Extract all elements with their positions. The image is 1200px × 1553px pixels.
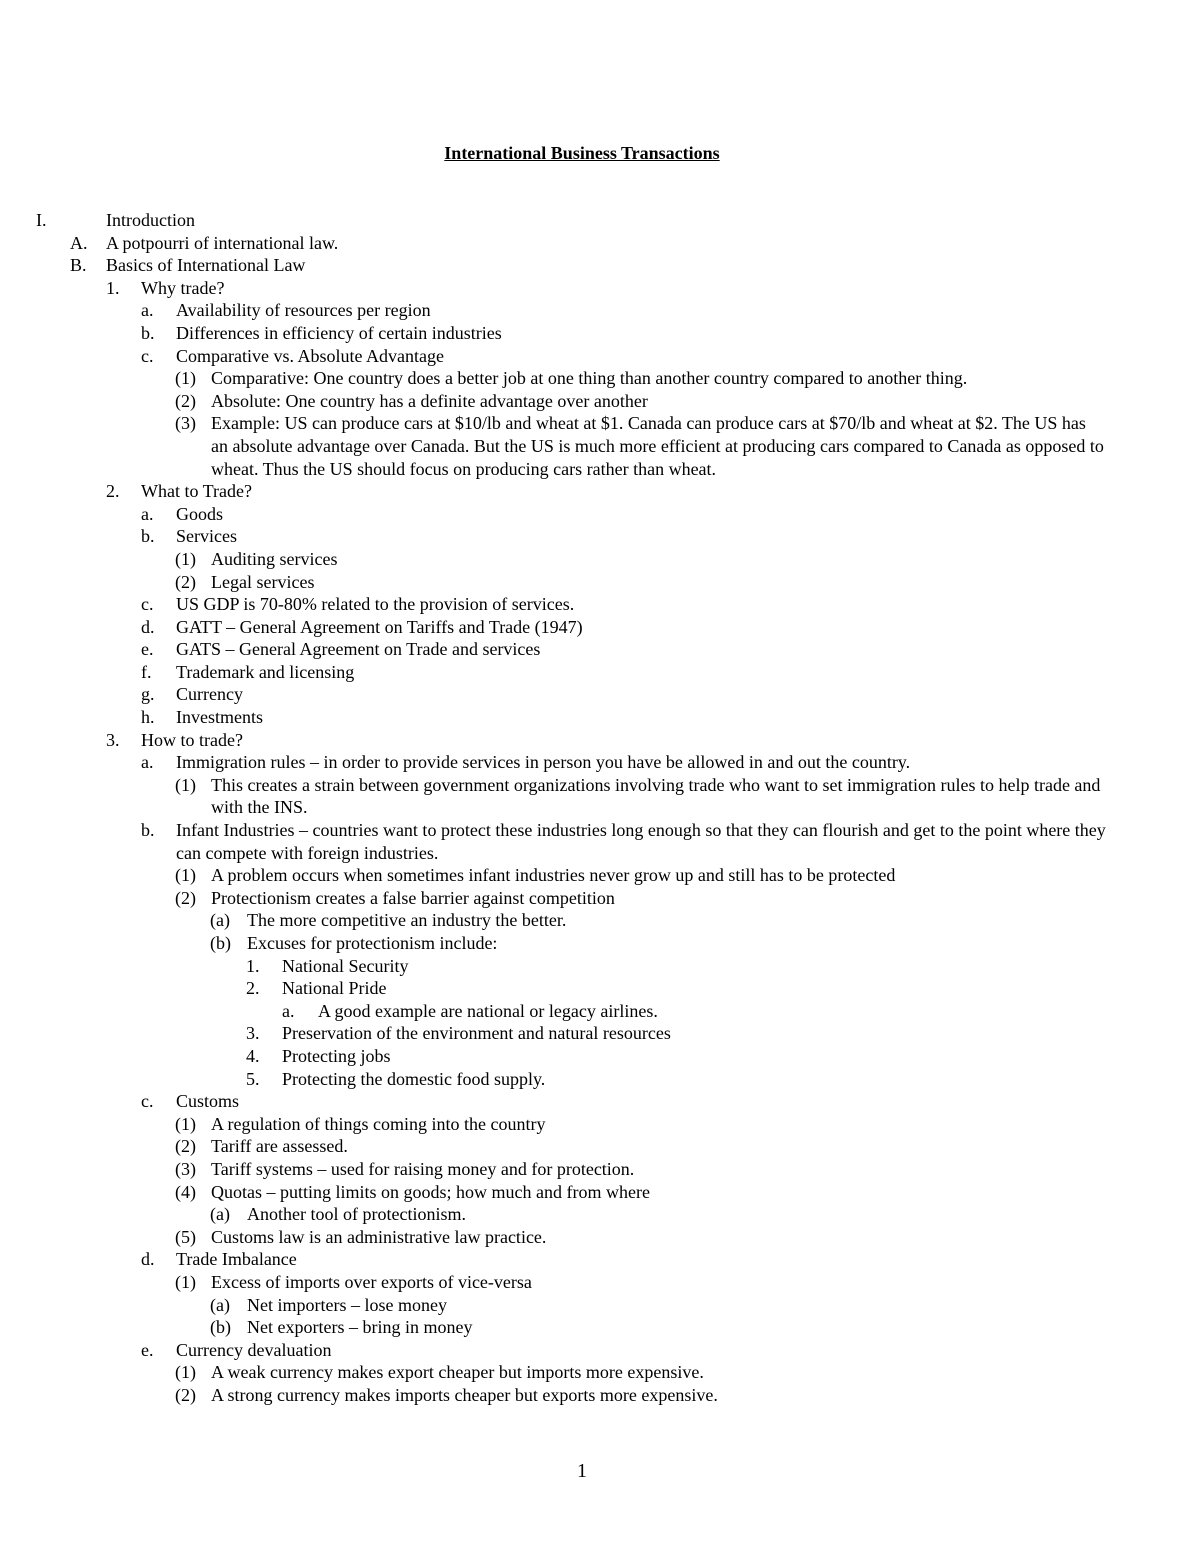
- outline-marker: (1): [175, 548, 196, 569]
- outline-marker: c.: [141, 345, 154, 366]
- outline-marker: 2.: [246, 978, 260, 999]
- outline-text: Excess of imports over exports of vice-versa: [211, 1271, 532, 1292]
- outline-text: Net exporters – bring in money: [247, 1317, 473, 1338]
- outline-marker: d.: [141, 1249, 155, 1270]
- outline-text: Protecting jobs: [282, 1045, 391, 1066]
- outline-item: [0, 1090, 1200, 1113]
- outline-text: Customs law is an administrative law practice.: [211, 1226, 547, 1247]
- outline-marker: (2): [175, 1136, 196, 1157]
- outline-item: [0, 864, 1200, 887]
- outline-marker: (2): [175, 887, 196, 908]
- outline-marker: 1.: [246, 955, 260, 976]
- outline-text: Differences in efficiency of certain industries: [176, 322, 502, 343]
- outline-item: [0, 661, 1200, 684]
- outline-item: [0, 1203, 1200, 1226]
- outline-text: Customs: [176, 1091, 240, 1112]
- outline-marker: (1): [175, 865, 196, 886]
- outline-item: [0, 1068, 1200, 1091]
- outline-marker: c.: [141, 594, 154, 615]
- outline-text: How to trade?: [141, 729, 243, 750]
- outline-item: [0, 751, 1200, 774]
- outline-text: GATS – General Agreement on Trade and services: [176, 639, 541, 660]
- outline-item: [0, 683, 1200, 706]
- outline-marker: (b): [210, 1317, 231, 1338]
- outline-marker: (3): [175, 413, 196, 434]
- outline-text: The more competitive an industry the better.: [247, 910, 567, 931]
- outline-item: [0, 1384, 1200, 1407]
- outline-marker: e.: [141, 639, 154, 660]
- outline-item: [0, 322, 1200, 345]
- outline-text: Protectionism creates a false barrier against competition: [211, 887, 615, 908]
- outline-marker: 2.: [106, 481, 120, 502]
- outline-text: Availability of resources per region: [176, 300, 431, 321]
- outline-item: [0, 1135, 1200, 1158]
- outline-marker: g.: [141, 684, 155, 705]
- outline-text: Comparative vs. Absolute Advantage: [176, 345, 444, 366]
- outline-text: Auditing services: [211, 548, 338, 569]
- outline-text: Trademark and licensing: [176, 661, 355, 682]
- outline-item: [0, 1000, 1200, 1023]
- outline-text: National Pride: [282, 978, 387, 999]
- outline-marker: h.: [141, 707, 155, 728]
- outline-item: [0, 1045, 1200, 1068]
- outline-item: [0, 638, 1200, 661]
- outline-item: [0, 571, 1200, 594]
- outline-item: [0, 390, 1200, 413]
- outline-marker: (2): [175, 571, 196, 592]
- outline-text: Goods: [176, 503, 224, 524]
- outline-item: [0, 1294, 1200, 1317]
- outline-marker: (b): [210, 933, 231, 953]
- outline-marker: f.: [141, 661, 152, 682]
- outline-text: Infant Industries – countries want to protect these industries long enough so that they can flourish and get to the point where they can compete with foreign industries.: [176, 820, 1106, 863]
- outline-text: Absolute: One country has a definite advantage over another: [211, 390, 648, 411]
- outline-text: Currency devaluation: [176, 1339, 332, 1360]
- outline-item: [0, 977, 1200, 1000]
- outline-item: [0, 525, 1200, 548]
- outline-marker: I.: [36, 210, 47, 230]
- outline-marker: (4): [175, 1181, 196, 1202]
- outline-item: [0, 1113, 1200, 1136]
- outline-item: [0, 412, 1200, 480]
- outline-item: [0, 706, 1200, 729]
- outline-marker: (a): [210, 910, 230, 931]
- outline-item: [0, 887, 1200, 910]
- outline-item: [0, 503, 1200, 526]
- outline-item: [0, 616, 1200, 639]
- outline-text: A good example are national or legacy airlines.: [318, 1000, 658, 1021]
- outline-text: Immigration rules – in order to provide services in person you have be allowed in and out the country.: [176, 752, 911, 773]
- outline-list: [0, 209, 1200, 1406]
- outline-marker: a.: [141, 752, 154, 773]
- outline-text: A problem occurs when sometimes infant industries never grow up and still has to be protected: [211, 865, 896, 886]
- outline-item: [0, 932, 1200, 955]
- outline-item: [0, 548, 1200, 571]
- outline-marker: (1): [175, 368, 196, 389]
- outline-marker: (1): [175, 1113, 196, 1134]
- outline-item: [0, 1158, 1200, 1181]
- outline-item: [0, 480, 1200, 503]
- outline-marker: 3.: [246, 1023, 260, 1044]
- outline-item: [0, 955, 1200, 978]
- document-title: International Business Transactions: [444, 143, 720, 163]
- outline-text: A strong currency makes imports cheaper but exports more expensive.: [211, 1384, 718, 1405]
- outline-marker: e.: [141, 1339, 154, 1360]
- outline-marker: a.: [141, 300, 154, 321]
- outline-marker: c.: [141, 1091, 154, 1112]
- outline-item: [0, 232, 1200, 255]
- outline-item: [0, 1248, 1200, 1271]
- outline-text: GATT – General Agreement on Tariffs and Trade (1947): [176, 616, 583, 637]
- outline-text: Why trade?: [141, 277, 225, 298]
- outline-marker: a.: [282, 1000, 295, 1021]
- outline-text: Quotas – putting limits on goods; how much and from where: [211, 1181, 650, 1202]
- outline-item: [0, 209, 1200, 232]
- outline-text: Tariff are assessed.: [211, 1136, 348, 1157]
- outline-item: [0, 345, 1200, 368]
- outline-text: A potpourri of international law.: [106, 232, 339, 253]
- outline-item: [0, 729, 1200, 752]
- outline-item: [0, 1316, 1200, 1339]
- outline-item: [0, 277, 1200, 300]
- page-number: 1: [577, 1460, 587, 1482]
- outline-marker: A.: [70, 232, 88, 253]
- outline-marker: 5.: [246, 1068, 260, 1089]
- outline-text: Trade Imbalance: [176, 1249, 297, 1270]
- outline-item: [0, 254, 1200, 277]
- outline-marker: (3): [175, 1158, 196, 1179]
- outline-item: [0, 1339, 1200, 1362]
- outline-marker: B.: [70, 255, 87, 276]
- outline-item: [0, 593, 1200, 616]
- outline-text: A weak currency makes export cheaper but imports more expensive.: [211, 1362, 704, 1383]
- outline-text: Excuses for protectionism include:: [247, 933, 498, 953]
- outline-marker: 1.: [106, 277, 120, 298]
- outline-text: Services: [176, 526, 237, 547]
- outline-marker: a.: [141, 503, 154, 524]
- outline-text: US GDP is 70-80% related to the provision of services.: [176, 594, 575, 615]
- outline-text: Net importers – lose money: [247, 1294, 447, 1315]
- outline-marker: (2): [175, 1384, 196, 1405]
- outline-marker: (1): [175, 1362, 196, 1383]
- outline-text: What to Trade?: [141, 481, 252, 502]
- outline-item: [0, 1226, 1200, 1249]
- outline-text: A regulation of things coming into the country: [211, 1113, 546, 1134]
- outline-text: Basics of International Law: [106, 255, 306, 276]
- outline-item: [0, 1181, 1200, 1204]
- outline-text: Legal services: [211, 571, 315, 592]
- outline-marker: (a): [210, 1204, 230, 1225]
- outline-marker: 3.: [106, 729, 120, 750]
- outline-marker: b.: [141, 322, 155, 343]
- outline-marker: 4.: [246, 1045, 260, 1066]
- outline-marker: (2): [175, 390, 196, 411]
- outline-marker: (1): [175, 774, 196, 795]
- outline-item: [0, 909, 1200, 932]
- outline-text: Introduction: [106, 210, 195, 230]
- outline-text: Example: US can produce cars at $10/lb and wheat at $1. Canada can produce cars at $70/lb and wheat at $2. The US has an absolute advantage over Canada. But the US is much more efficient at producing cars compared to Canada as opposed to wheat. Thus the US should focus on producing cars rather than wheat.: [211, 413, 1104, 479]
- outline-item: [0, 299, 1200, 322]
- outline-item: [0, 1271, 1200, 1294]
- outline-text: Another tool of protectionism.: [247, 1204, 466, 1225]
- outline-item: [0, 774, 1200, 819]
- outline-item: [0, 819, 1200, 864]
- outline-item: [0, 1022, 1200, 1045]
- outline-text: Currency: [176, 684, 243, 705]
- outline-text: National Security: [282, 955, 409, 976]
- outline-marker: b.: [141, 820, 155, 841]
- outline-item: [0, 1361, 1200, 1384]
- outline-item: [0, 367, 1200, 390]
- outline-text: Protecting the domestic food supply.: [282, 1068, 546, 1089]
- outline-marker: (5): [175, 1226, 196, 1247]
- outline-text: Investments: [176, 707, 263, 728]
- outline-text: Comparative: One country does a better job at one thing than another country compared to another thing.: [211, 368, 968, 389]
- outline-marker: (1): [175, 1271, 196, 1292]
- outline-text: Preservation of the environment and natural resources: [282, 1023, 671, 1044]
- outline-marker: d.: [141, 616, 155, 637]
- outline-text: This creates a strain between government organizations involving trade who want to set immigration rules to help trade and with the INS.: [211, 774, 1101, 818]
- outline-text: Tariff systems – used for raising money and for protection.: [211, 1158, 635, 1179]
- outline-marker: b.: [141, 526, 155, 547]
- outline-marker: (a): [210, 1294, 230, 1315]
